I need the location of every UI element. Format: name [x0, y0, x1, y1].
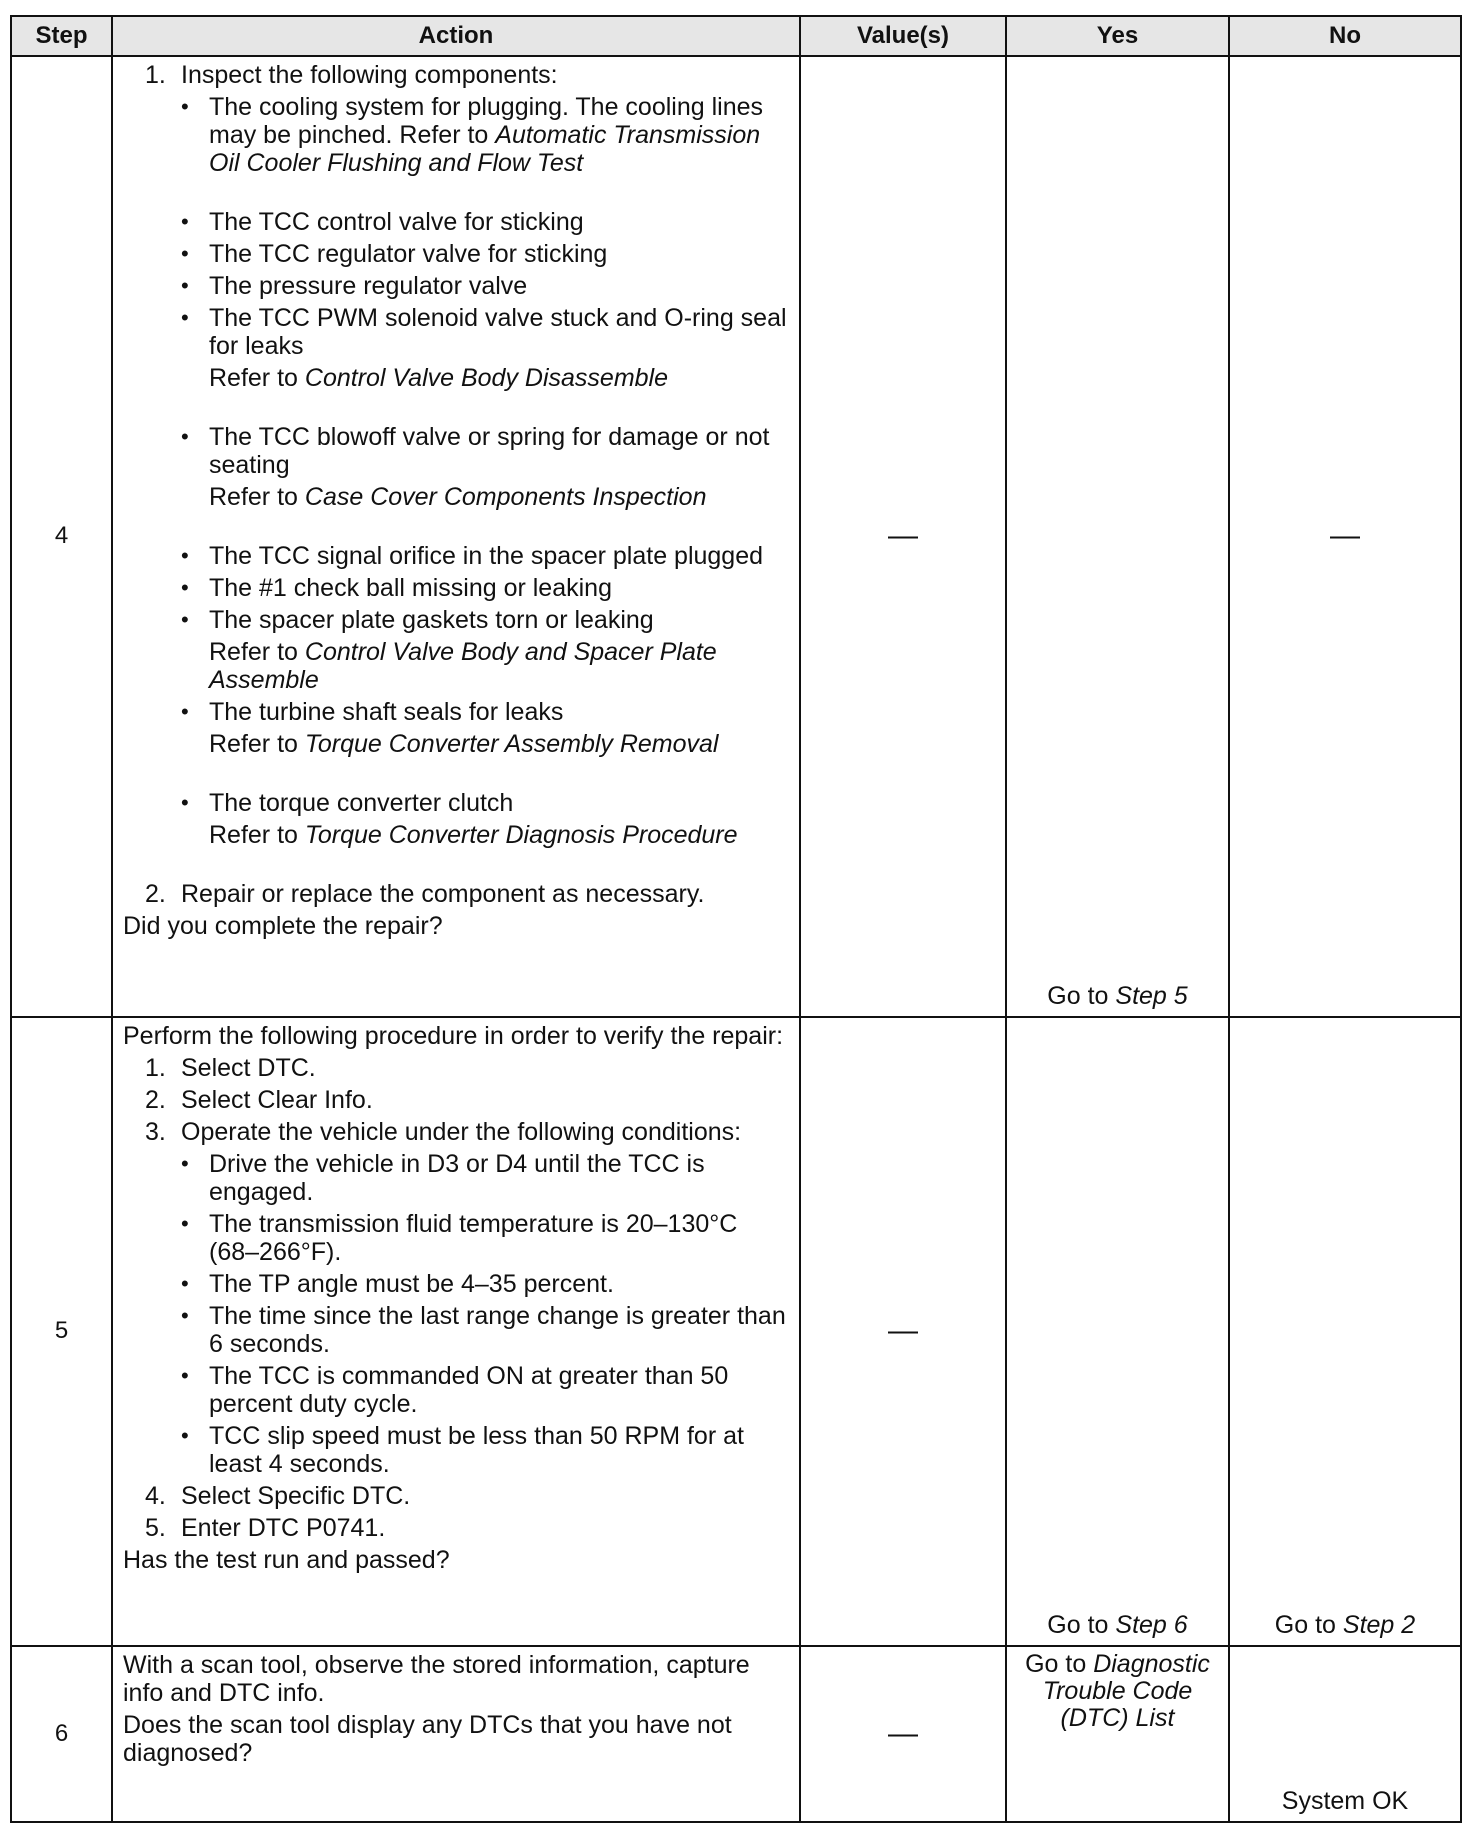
list-item: • The TCC regulator valve for sticking	[181, 240, 608, 269]
header-step: Step	[11, 16, 112, 56]
list-item: • The turbine shaft seals for leaks	[181, 698, 564, 727]
refer-line: Refer to Control Valve Body Disassemble	[209, 364, 669, 393]
header-action: Action	[112, 16, 800, 56]
list-item: • The time since the last range change is greater than 6 seconds.	[181, 1301, 786, 1358]
list-item: • The cooling system for plugging. The cooling lines may be pinched. Refer to Automatic Transmission Oil Cooler Flushing and Flow Test	[181, 93, 764, 178]
step-5-yes: Go to Step 6	[1006, 1017, 1229, 1646]
refer-line: Refer to Torque Converter Diagnosis Procedure	[209, 821, 738, 850]
step-4-question: Did you complete the repair?	[123, 912, 443, 941]
step-6-action	[112, 1646, 800, 1822]
refer-line: Refer to Control Valve Body and Spacer Plate Assemble	[209, 638, 717, 695]
step-5-row	[11, 1017, 1461, 1646]
step-6-no: System OK	[1229, 1646, 1461, 1822]
refer-line: Refer to Case Cover Components Inspection	[209, 483, 707, 512]
step-4-value: —	[800, 56, 1006, 1017]
list-item: 1. Select DTC.	[145, 1053, 316, 1082]
step-6-yes: Go to Diagnostic Trouble Code (DTC) List	[1006, 1646, 1229, 1822]
step-6-number: 6	[11, 1646, 112, 1822]
reference-link: Case Cover Components Inspection	[304, 483, 707, 512]
list-item: • The transmission fluid temperature is 20–130°C (68–266°F).	[181, 1209, 738, 1266]
step-4-yes: Go to Step 5	[1006, 56, 1229, 1017]
reference-link: Control Valve Body and Spacer Plate Assemble	[209, 638, 717, 695]
list-item: • The TCC is commanded ON at greater than 50 percent duty cycle.	[181, 1361, 729, 1418]
step-5-value: —	[800, 1017, 1006, 1646]
list-item: • The pressure regulator valve	[181, 272, 528, 301]
header-no: No	[1229, 16, 1461, 56]
list-item: 1. Inspect the following components:	[145, 61, 558, 90]
step-4-row	[11, 56, 1461, 1017]
list-item: 3. Operate the vehicle under the following conditions:	[145, 1117, 742, 1146]
step-link: Step 2	[1342, 1610, 1416, 1639]
step-4-action	[112, 56, 800, 1017]
header-values: Value(s)	[800, 16, 1006, 56]
step-6-row	[11, 1646, 1461, 1822]
diagnostic-table	[10, 15, 1462, 1823]
step-5-intro: Perform the following procedure in order to verify the repair:	[123, 1021, 784, 1050]
step-link: Step 5	[1115, 981, 1188, 1010]
header-row	[11, 16, 1461, 56]
list-item: • TCC slip speed must be less than 50 RPM for at least 4 seconds.	[181, 1421, 744, 1478]
list-item: • The spacer plate gaskets torn or leaking	[181, 606, 654, 635]
step-5-no: Go to Step 2	[1229, 1017, 1461, 1646]
list-item: • The TCC signal orifice in the spacer plate plugged	[181, 542, 764, 571]
list-item: • The torque converter clutch	[181, 789, 514, 818]
list-item: • The #1 check ball missing or leaking	[181, 574, 612, 603]
reference-link: Torque Converter Diagnosis Procedure	[304, 821, 738, 850]
list-item: 4. Select Specific DTC.	[145, 1481, 411, 1510]
reference-link: Control Valve Body Disassemble	[304, 364, 669, 393]
reference-link: Torque Converter Assembly Removal	[304, 730, 719, 759]
refer-line: Refer to Torque Converter Assembly Removal	[209, 730, 719, 759]
list-item: • The TCC blowoff valve or spring for damage or not seating	[181, 423, 770, 480]
list-item: 5. Enter DTC P0741.	[145, 1513, 386, 1542]
list-item: • The TCC control valve for sticking	[181, 208, 584, 237]
list-item: 2. Select Clear Info.	[145, 1085, 373, 1114]
step-5-action	[112, 1017, 800, 1646]
header-yes: Yes	[1006, 16, 1229, 56]
step-6-question: Does the scan tool display any DTCs that you have not diagnosed?	[123, 1710, 732, 1767]
step-4-number: 4	[11, 56, 112, 1017]
list-item: 2. Repair or replace the component as necessary.	[145, 880, 705, 909]
dtc-list-link: Diagnostic Trouble Code (DTC) List	[1042, 1649, 1210, 1732]
list-item: • The TCC PWM solenoid valve stuck and O-ring seal for leaks	[181, 304, 787, 361]
list-item: • Drive the vehicle in D3 or D4 until the TCC is engaged.	[181, 1149, 705, 1206]
step-4-no: —	[1229, 56, 1461, 1017]
list-item: • The TP angle must be 4–35 percent.	[181, 1269, 614, 1298]
step-6-value: —	[800, 1646, 1006, 1822]
step-6-text: With a scan tool, observe the stored information, capture info and DTC info.	[123, 1650, 750, 1707]
step-5-number: 5	[11, 1017, 112, 1646]
reference-link: Automatic Transmission Oil Cooler Flushing and Flow Test	[209, 121, 761, 178]
step-link: Step 6	[1115, 1610, 1188, 1639]
step-5-question: Has the test run and passed?	[123, 1545, 450, 1574]
